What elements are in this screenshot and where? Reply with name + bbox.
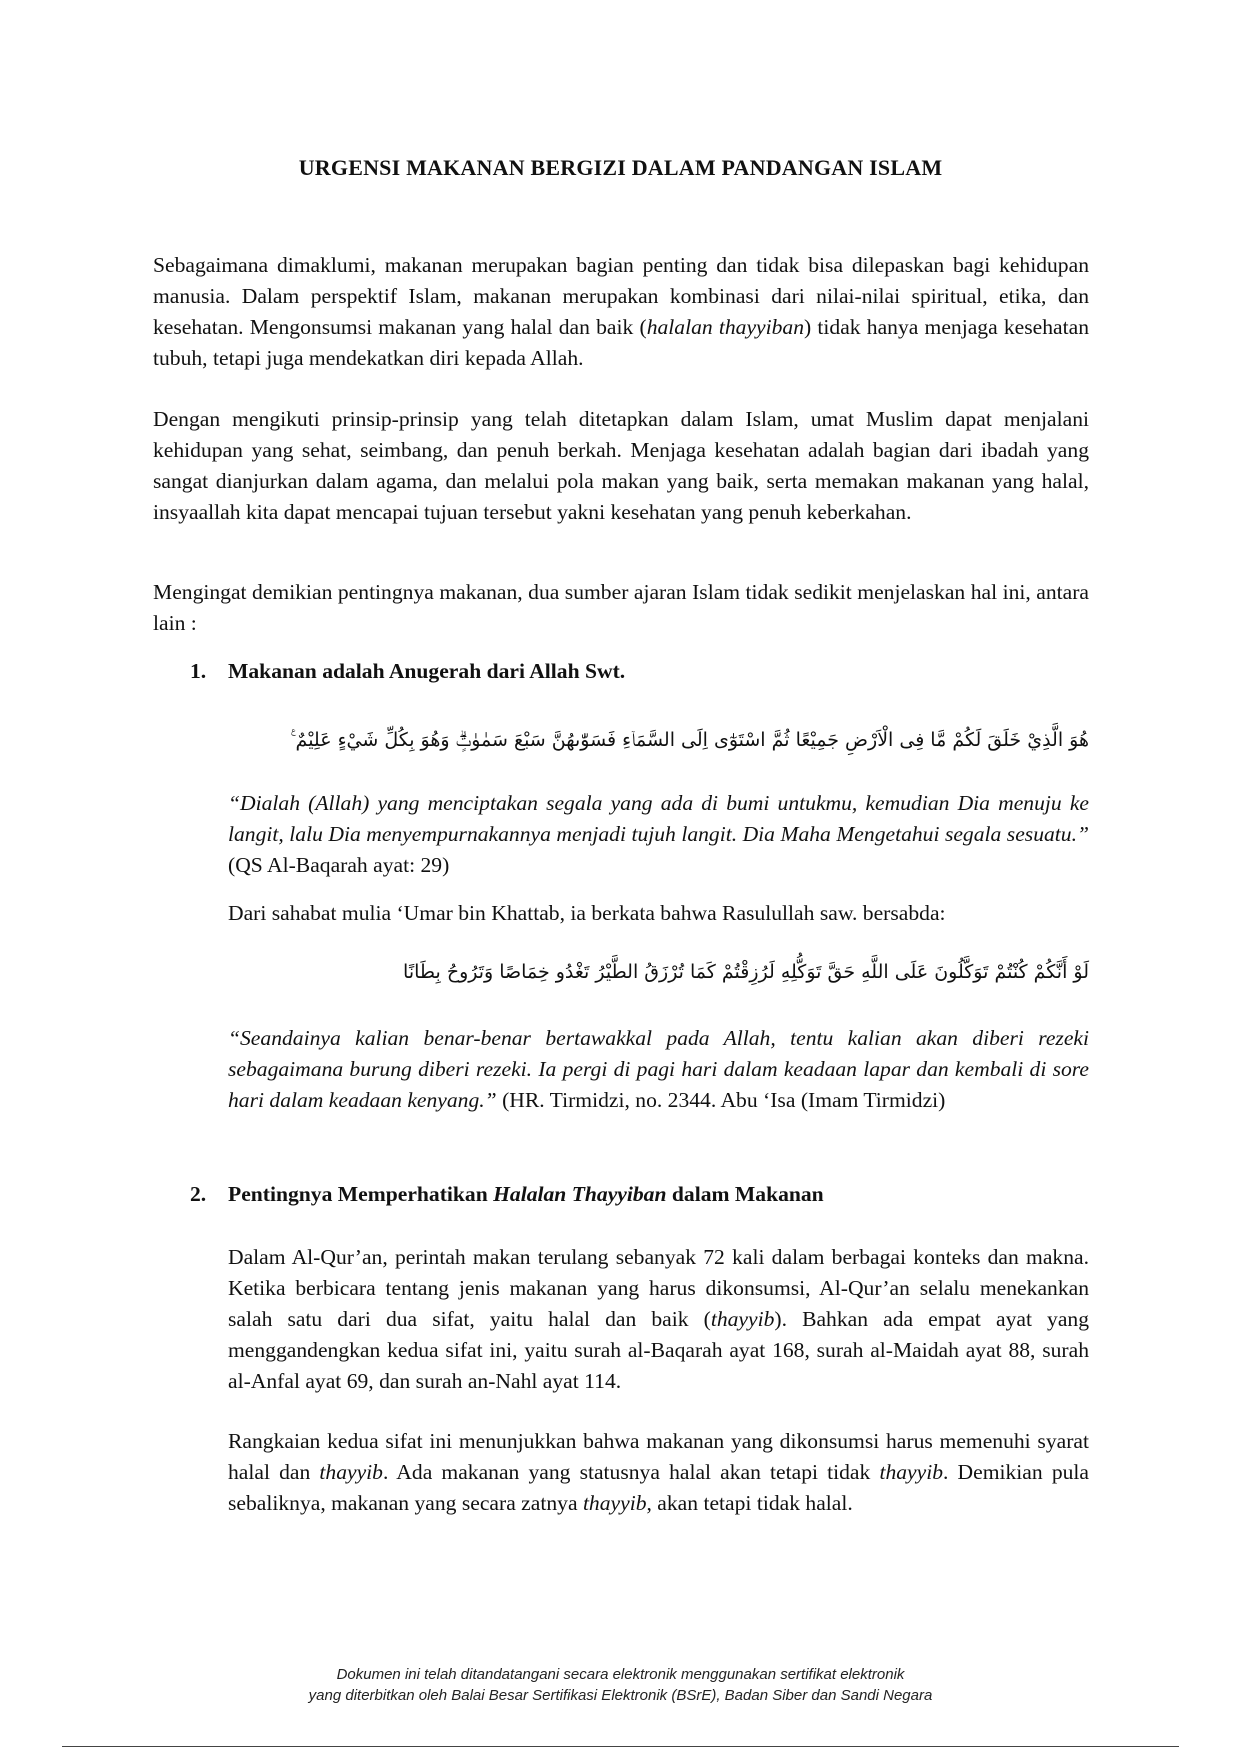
hadith-arabic: لَوْ أَنَّكُمْ كُنْتُمْ تَوَكَّلُونَ عَلَى اللَّهِ حَقَّ تَوَكُّلِهِ لَرُزِقْتُمْ كَمَا تُرْزَقُ الطَّيْرُ تَغْدُو خِمَاصًا وَتَرُوحُ بِطَانًا bbox=[403, 961, 1089, 983]
intro-paragraph-2: Dengan mengikuti prinsip-prinsip yang telah ditetapkan dalam Islam, umat Muslim dapat menjalani kehidupan yang sehat, seimbang, dan penuh berkah. Menjaga kesehatan adalah bagian dari ibadah yang sangat dianjurkan dalam agama, dan melalui pola makan yang baik, serta memakan makanan yang halal, insyaallah kita dapat mencapai tujuan tersebut yakni kesehatan yang penuh keberkahan. bbox=[153, 407, 1089, 524]
hadith-translation: “Seandainya kalian benar-benar bertawakkal pada Allah, tentu kalian akan diberi rezeki sebagaimana burung diberi rezeki. Ia pergi di pagi hari dalam keadaan lapar dan kembali di sore hari dalam keadaan kenyang.” (HR. Tirmidzi, no. 2344. Abu ‘Isa (Imam Tirmidzi) bbox=[228, 1026, 1089, 1112]
e-signature-notice bbox=[0, 1664, 1241, 1706]
section-2-title: Pentingnya Memperhatikan Halalan Thayyiban dalam Makanan bbox=[228, 1182, 824, 1206]
section-1-title: Makanan adalah Anugerah dari Allah Swt. bbox=[228, 659, 626, 683]
hadith-intro: Dari sahabat mulia ‘Umar bin Khattab, ia berkata bahwa Rasulullah saw. bersabda: bbox=[228, 901, 946, 925]
section-2-paragraph-2: Rangkaian kedua sifat ini menunjukkan bahwa makanan yang dikonsumsi harus memenuhi syarat halal dan thayyib. Ada makanan yang statusnya halal akan tetapi tidak thayyib. Demikian pula sebaliknya, makanan yang secara zatnya thayyib, akan tetapi tidak halal. bbox=[228, 1429, 1089, 1515]
section-2-paragraph-1: Dalam Al-Qur’an, perintah makan terulang sebanyak 72 kali dalam berbagai konteks dan makna. Ketika berbicara tentang jenis makanan yang harus dikonsumsi, Al-Qur’an selalu menekankan salah satu dari dua sifat, yaitu halal dan baik (thayyib). Bahkan ada empat ayat yang menggandengkan kedua sifat ini, yaitu surah al-Baqarah ayat 168, surah al-Maidah ayat 88, surah al-Anfal ayat 69, dan surah an-Nahl ayat 114. bbox=[228, 1245, 1089, 1393]
quran-verse-arabic: هُوَ الَّذِيْ خَلَقَ لَكُمْ مَّا فِى الْاَرْضِ جَمِيْعًا ثُمَّ اسْتَوٰٓى اِلَى السَّمَاۤءِ فَسَوّٰىهُنَّ سَبْعَ سَمٰوٰتٍۗ وَهُوَ بِكُلِّ شَيْءٍ عَلِيْمٌ ࣖ bbox=[290, 729, 1089, 751]
intro-paragraph-1: Sebagaimana dimaklumi, makanan merupakan bagian penting dan tidak bisa dilepaskan bagi kehidupan manusia. Dalam perspektif Islam, makanan merupakan kombinasi dari nilai-nilai spiritual, etika, dan kesehatan. Mengonsumsi makanan yang halal dan baik (halalan thayyiban) tidak hanya menjaga kesehatan tubuh, tetapi juga mendekatkan diri kepada Allah. bbox=[153, 253, 1089, 370]
footer-line-1: Dokumen ini telah ditandatangani secara elektronik menggunakan sertifikat elektronik bbox=[336, 1666, 905, 1683]
section-2-number: 2. bbox=[190, 1182, 207, 1206]
intro-paragraph-3: Mengingat demikian pentingnya makanan, dua sumber ajaran Islam tidak sedikit menjelaskan hal ini, antara lain : bbox=[153, 580, 1089, 635]
page-title: URGENSI MAKANAN BERGIZI DALAM PANDANGAN ISLAM bbox=[298, 155, 943, 180]
quran-verse-translation: “Dialah (Allah) yang menciptakan segala yang ada di bumi untukmu, kemudian Dia menuju ke langit, lalu Dia menyempurnakannya menjadi tujuh langit. Dia Maha Mengetahui segala sesuatu.” (QS Al-Baqarah ayat: 29) bbox=[228, 791, 1089, 877]
section-1-number: 1. bbox=[190, 659, 207, 683]
footer-divider bbox=[62, 1746, 1179, 1747]
footer-line-2: yang diterbitkan oleh Balai Besar Sertifikasi Elektronik (BSrE), Badan Siber dan Sandi Negara bbox=[308, 1687, 933, 1704]
